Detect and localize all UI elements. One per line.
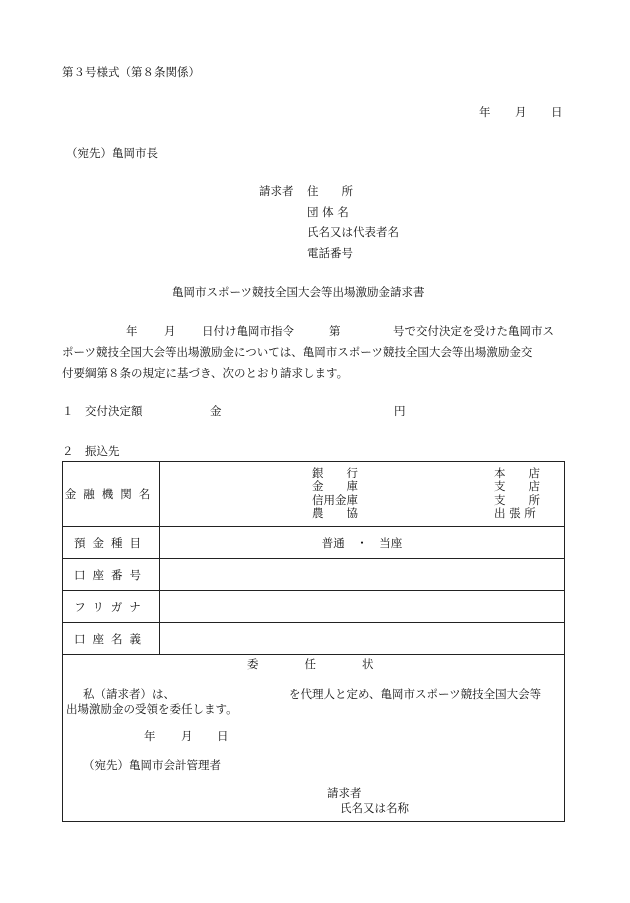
delegation-date-month: 月: [181, 729, 193, 743]
requester-org-label: 団 体 名: [307, 205, 349, 219]
body-line2: ポーツ競技全国大会等出場激励金については、亀岡市スポーツ競技全国大会等出場激励金交: [62, 345, 533, 359]
branch-kind-item: 支 所: [494, 492, 540, 507]
bank-kind-item: 銀 行: [312, 466, 358, 480]
requester-phone-label: 電話番号: [307, 246, 353, 260]
account-number-row: [63, 559, 565, 591]
delegation-text-rest: を代理人と定め、亀岡市スポーツ競技全国大会等: [289, 687, 542, 701]
branch-kind-list: [494, 467, 540, 520]
institution-value-cell[interactable]: [160, 462, 565, 527]
body-year: 年: [126, 324, 138, 338]
form-number: 第３号様式（第８条関係）: [62, 65, 200, 79]
body-month: 月: [164, 324, 176, 338]
branch-kind-item: 本 店: [494, 466, 540, 480]
bank-kind-item: 金 庫: [312, 479, 358, 494]
deposit-type-options[interactable]: 普通 ・ 当座: [321, 535, 403, 550]
delegation-text-line2: 出場激励金の受領を委任します。: [66, 702, 238, 716]
header-date-day: 日: [551, 105, 563, 119]
furigana-label-cell: [63, 591, 160, 623]
bank-kind-item: 信用金庫: [312, 492, 358, 507]
delegation-date-year: 年: [144, 729, 156, 743]
furigana-label: フリガナ: [74, 599, 148, 614]
header-date-month: 月: [515, 105, 527, 119]
institution-label: 金融機関名: [64, 487, 158, 501]
deposit-type-label: 預金種目: [74, 535, 148, 550]
delegation-date-day: 日: [217, 729, 229, 743]
body-dai: 第: [329, 324, 341, 338]
institution-label-cell: [63, 462, 160, 527]
delegation-addressee: （宛先）亀岡市会計管理者: [83, 758, 221, 772]
requester-address-label: 住 所: [307, 184, 353, 198]
delegation-requester-label: 請求者: [327, 786, 362, 800]
bank-kind-item: 農 協: [312, 505, 358, 520]
body-line3: 付要綱第８条の規定に基づき、次のとおり請求します。: [62, 366, 349, 380]
account-name-label: 口座名義: [74, 631, 148, 646]
institution-kinds: [160, 463, 564, 525]
deposit-type-label-cell: [63, 527, 160, 559]
body-line1-rest: 号で交付決定を受けた亀岡市ス: [393, 324, 554, 338]
institution-row: [63, 462, 565, 527]
requester-label: 請求者: [259, 184, 294, 198]
account-name-label-cell: [63, 623, 160, 655]
deposit-type-value-cell[interactable]: [160, 527, 565, 559]
branch-kind-item: 支 店: [494, 479, 540, 494]
furigana-row: [63, 591, 565, 623]
requester-rep-label: 氏名又は代表者名: [307, 225, 399, 239]
transfer-destination-label: ２ 振込先: [62, 444, 120, 458]
delegation-box: [62, 654, 565, 822]
account-number-label: 口座番号: [74, 567, 148, 582]
grant-amount-label: １ 交付決定額: [62, 404, 143, 418]
account-number-label-cell: [63, 559, 160, 591]
bank-kind-list: [312, 467, 358, 520]
header-date-year: 年: [479, 105, 491, 119]
delegation-title: 委 任 状: [247, 657, 374, 671]
bank-table: [62, 461, 565, 655]
branch-kind-item: 出 張 所: [494, 505, 536, 520]
account-number-field[interactable]: [160, 559, 565, 591]
delegation-name-label: 氏名又は名称: [340, 801, 409, 815]
deposit-type-row: [63, 527, 565, 559]
account-name-field[interactable]: [160, 623, 565, 655]
body-date-prefix: 日付け亀岡市指令: [202, 324, 294, 338]
addressee: （宛先）亀岡市長: [66, 146, 158, 160]
delegation-text-prefix: 私（請求者）は、: [83, 687, 175, 701]
grant-amount-kin: 金: [210, 404, 222, 418]
furigana-field[interactable]: [160, 591, 565, 623]
document-title: 亀岡市スポーツ競技全国大会等出場激励金請求書: [172, 285, 425, 299]
account-name-row: [63, 623, 565, 655]
grant-amount-yen: 円: [394, 404, 406, 418]
